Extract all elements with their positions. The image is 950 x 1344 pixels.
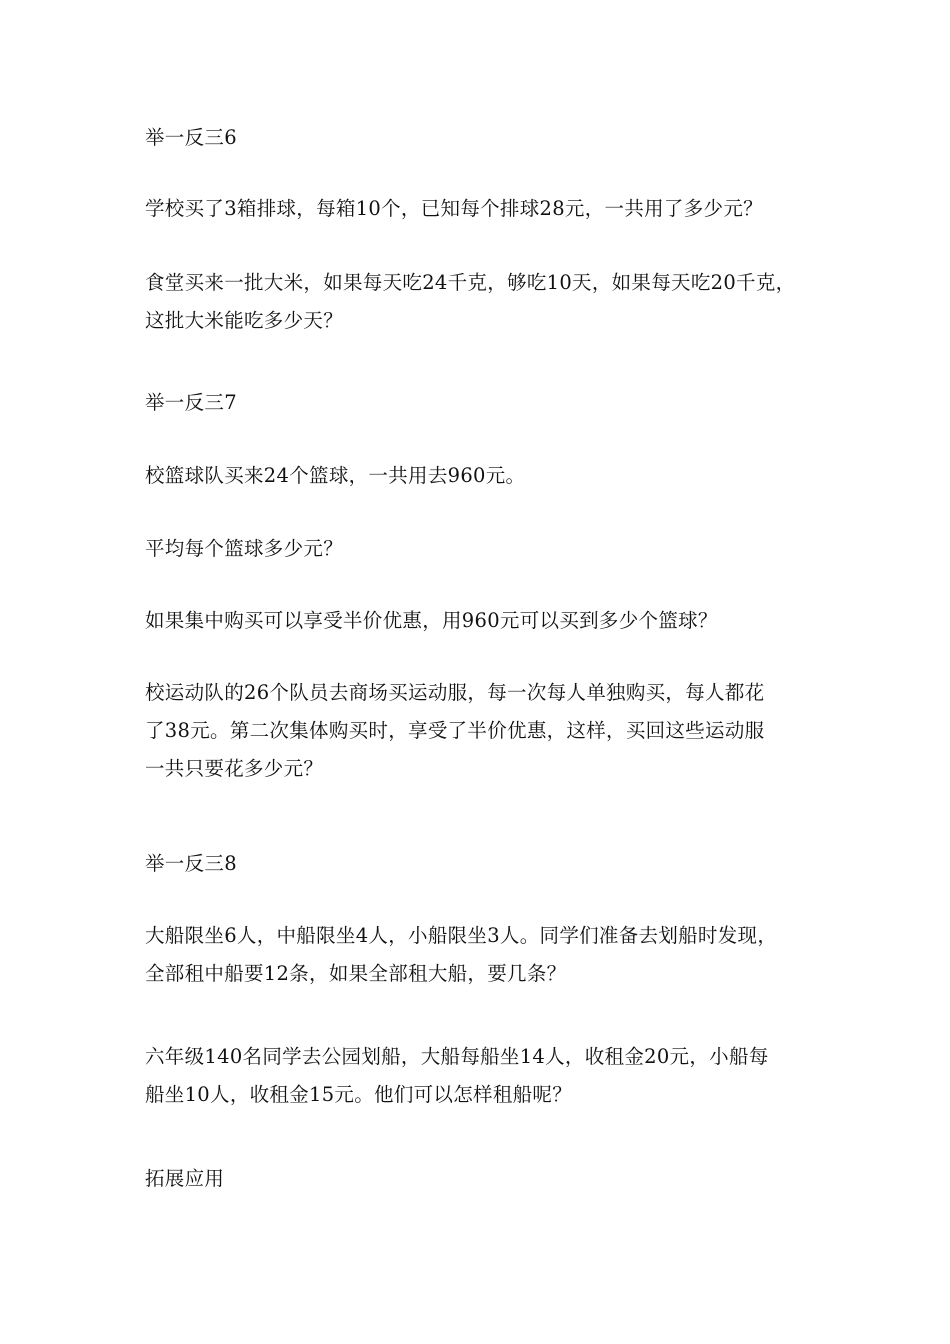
section-heading-extension [145,1160,815,1198]
problem-basketball-q2 [145,602,815,640]
section-heading-8 [145,845,815,883]
text-line: 船坐10人，收租金15元。他们可以怎样租船呢？ [145,1083,573,1106]
section-heading-7 [145,384,815,422]
text-line: 一共只要花多少元？ [145,757,324,780]
text-line: 举一反三6 [145,126,237,149]
problem-rice [145,264,815,340]
text-line: 六年级140名同学去公园划船，大船每船坐14人，收租金20元，小船每 [145,1045,769,1068]
text-line: 举一反三7 [145,391,237,414]
problem-basketball-q1 [145,530,815,568]
text-line: 这批大米能吃多少天？ [145,309,344,332]
problem-volleyball [145,190,815,228]
problem-sportswear [145,674,815,788]
text-line: 了38元。第二次集体购买时，享受了半价优惠，这样，买回这些运动服 [145,719,765,742]
problem-boats-rent [145,1038,815,1114]
text-line: 平均每个篮球多少元？ [145,537,344,560]
text-line: 拓展应用 [145,1167,225,1190]
problem-boats-size [145,917,815,993]
text-line: 举一反三8 [145,852,237,875]
text-line: 校篮球队买来24个篮球，一共用去960元。 [145,464,526,487]
text-line: 如果集中购买可以享受半价优惠，用960元可以买到多少个篮球？ [145,609,718,632]
text-line: 校运动队的26个队员去商场买运动服，每一次每人单独购买，每人都花 [145,681,765,704]
text-line: 食堂买来一批大米，如果每天吃24千克，够吃10天，如果每天吃20千克， [145,271,796,294]
text-line: 全部租中船要12条，如果全部租大船，要几条？ [145,962,567,985]
text-line: 学校买了3箱排球，每箱10个，已知每个排球28元，一共用了多少元？ [145,197,763,220]
problem-basketball [145,457,815,495]
section-heading-6 [145,119,815,157]
text-line: 大船限坐6人，中船限坐4人，小船限坐3人。同学们准备去划船时发现， [145,924,778,947]
